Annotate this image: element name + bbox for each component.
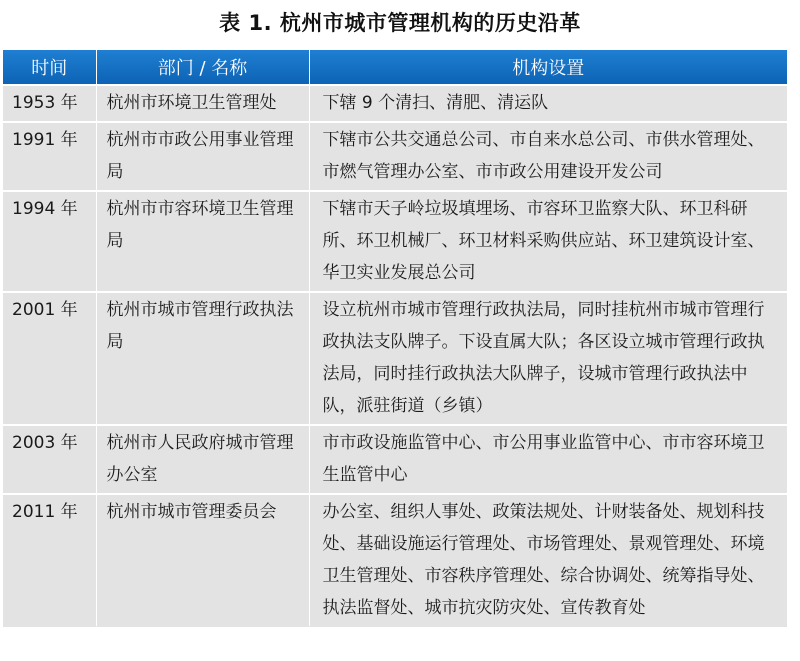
- table-row: [3, 425, 787, 494]
- history-table: [3, 50, 787, 627]
- header-department-name: 部门 / 名称: [96, 50, 309, 85]
- table-row: [3, 494, 787, 627]
- cell-year: 1991 年: [3, 122, 96, 191]
- cell-year: 2003 年: [3, 425, 96, 494]
- table-row: [3, 292, 787, 425]
- cell-year: 2011 年: [3, 494, 96, 627]
- cell-organization-setup: 下辖 9 个清扫、清肥、清运队: [309, 85, 787, 122]
- cell-department-name: 杭州市城市管理行政执法局: [96, 292, 309, 425]
- cell-organization-setup: 下辖市天子岭垃圾填埋场、市容环卫监察大队、环卫科研所、环卫机械厂、环卫材料采购供应站、环卫建筑设计室、华卫实业发展总公司: [309, 191, 787, 292]
- cell-year: 1953 年: [3, 85, 96, 122]
- cell-year: 1994 年: [3, 191, 96, 292]
- header-row: [3, 50, 787, 85]
- cell-organization-setup: 下辖市公共交通总公司、市自来水总公司、市供水管理处、市燃气管理办公室、市市政公用建设开发公司: [309, 122, 787, 191]
- table-row: [3, 122, 787, 191]
- cell-year: 2001 年: [3, 292, 96, 425]
- cell-organization-setup: 办公室、组织人事处、政策法规处、计财装备处、规划科技处、基础设施运行管理处、市场管理处、景观管理处、环境卫生管理处、市容秩序管理处、综合协调处、统筹指导处、执法监督处、城市抗灾防灾处、宣传教育处: [309, 494, 787, 627]
- table-header: [3, 50, 787, 85]
- cell-organization-setup: 市市政设施监管中心、市公用事业监管中心、市市容环境卫生监管中心: [309, 425, 787, 494]
- table-row: [3, 191, 787, 292]
- cell-department-name: 杭州市市容环境卫生管理局: [96, 191, 309, 292]
- table-body: [3, 85, 787, 627]
- header-time: 时间: [3, 50, 96, 85]
- cell-department-name: 杭州市环境卫生管理处: [96, 85, 309, 122]
- cell-organization-setup: 设立杭州市城市管理行政执法局，同时挂杭州市城市管理行政执法支队牌子。下设直属大队；各区设立城市管理行政执法局，同时挂行政执法大队牌子，设城市管理行政执法中队，派驻街道（乡镇）: [309, 292, 787, 425]
- table-row: [3, 85, 787, 122]
- cell-department-name: 杭州市人民政府城市管理办公室: [96, 425, 309, 494]
- cell-department-name: 杭州市城市管理委员会: [96, 494, 309, 627]
- table-title: 表 1. 杭州市城市管理机构的历史沿革: [219, 11, 581, 35]
- header-organization-setup: 机构设置: [309, 50, 787, 85]
- cell-department-name: 杭州市市政公用事业管理局: [96, 122, 309, 191]
